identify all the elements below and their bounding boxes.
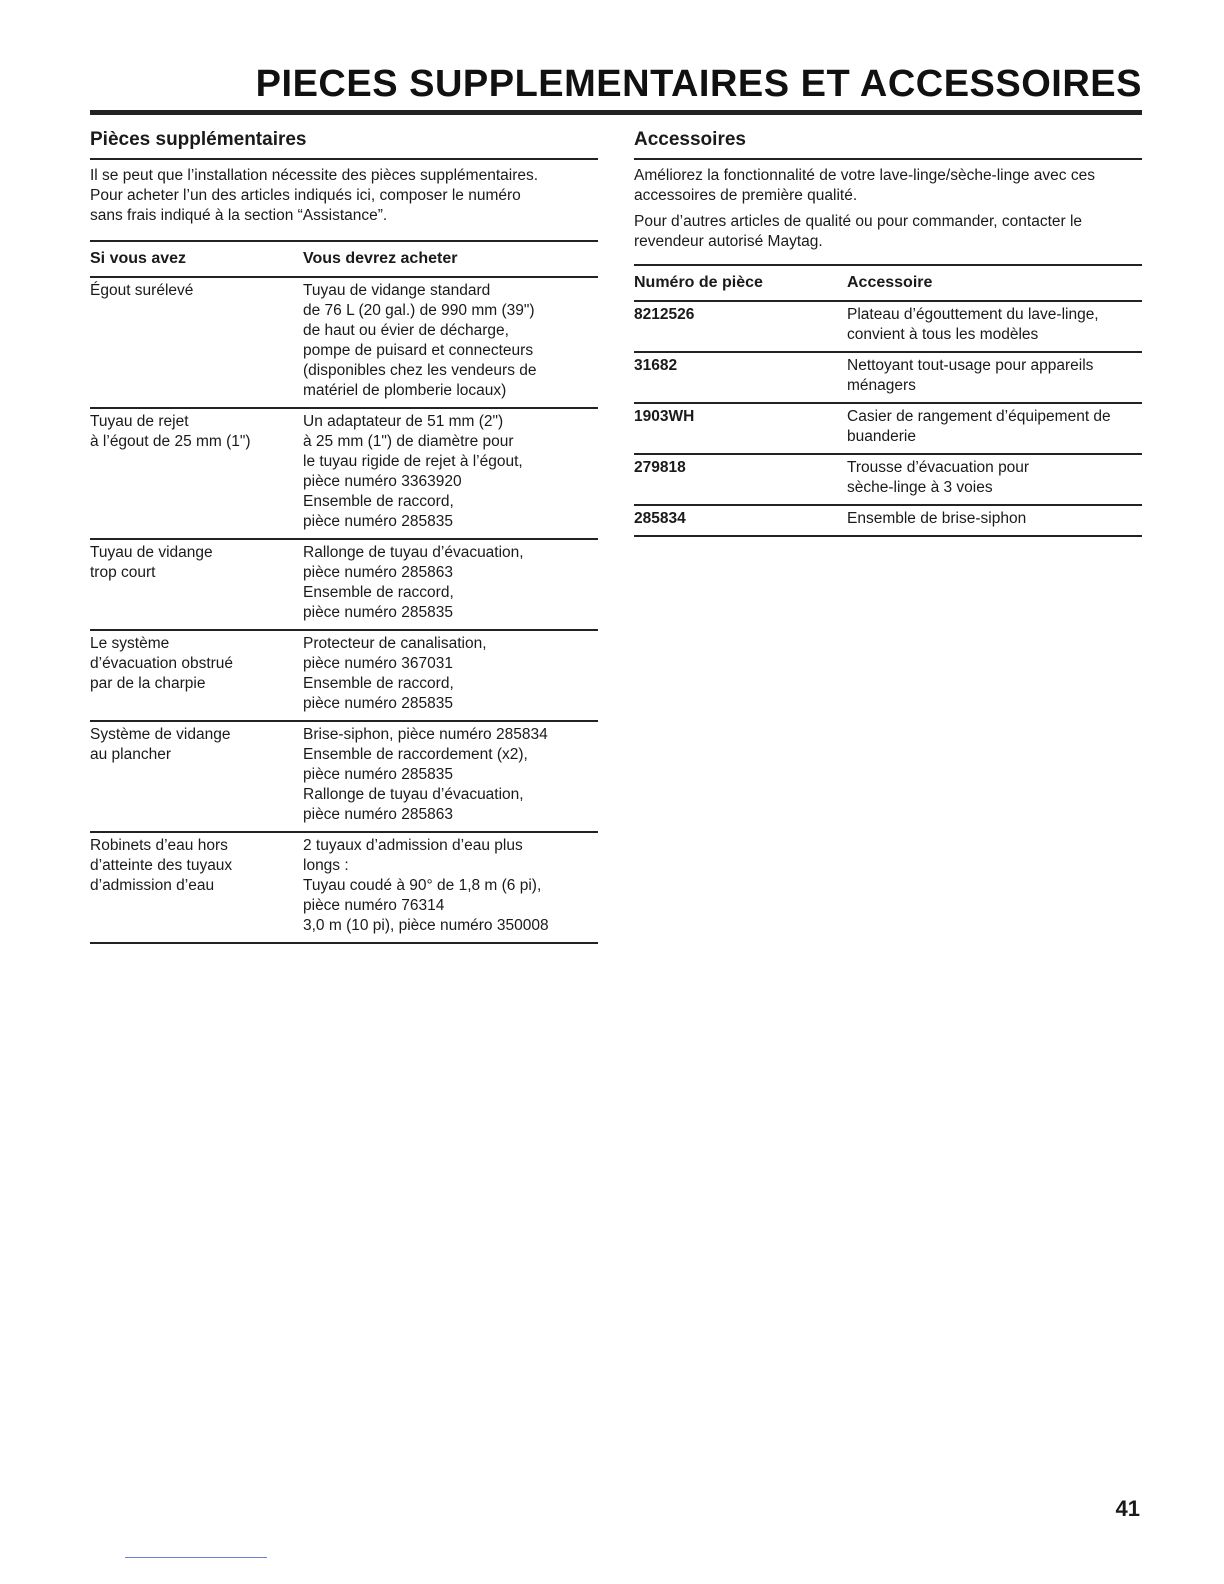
situation-cell — [90, 408, 303, 539]
situation-line: Système de vidange — [90, 726, 231, 743]
situation-cell — [90, 721, 303, 832]
situation-line: Tuyau de vidange — [90, 544, 213, 561]
required-part-line: Ensemble de raccordement (x2), — [303, 746, 528, 763]
situation-cell — [90, 277, 303, 408]
required-part-line: le tuyau rigide de rejet à l’égout, — [303, 453, 523, 470]
accessory-description-line: Trousse d’évacuation pour — [847, 459, 1030, 476]
intro-line: Il se peut que l’installation nécessite des pièces supplémentaires. — [90, 167, 539, 184]
required-part-line: pièce numéro 285835 — [303, 766, 453, 783]
footer-rule — [125, 1557, 267, 1558]
accessory-description-line: sèche-linge à 3 voies — [847, 479, 993, 496]
required-part-line: Tuyau de vidange standard — [303, 282, 491, 299]
situation-line: par de la charpie — [90, 675, 206, 692]
required-parts-cell — [303, 408, 598, 539]
column-header-if-you-have: Si vous avez — [90, 241, 303, 277]
intro-line: Pour d’autres articles de qualité ou pour commander, contacter le — [634, 213, 1083, 230]
intro-line: revendeur autorisé Maytag. — [634, 233, 823, 250]
accessory-description-cell — [847, 403, 1142, 454]
required-part-line: de haut ou évier de décharge, — [303, 322, 509, 339]
required-part-line: matériel de plomberie locaux) — [303, 382, 507, 399]
intro-line: sans frais indiqué à la section “Assistance”. — [90, 207, 388, 224]
required-part-line: Un adaptateur de 51 mm (2") — [303, 413, 504, 430]
table-row — [634, 403, 1142, 454]
required-part-line: pièce numéro 76314 — [303, 897, 445, 914]
required-part-line: pièce numéro 285835 — [303, 695, 453, 712]
accessory-description-cell — [847, 505, 1142, 536]
additional-parts-table — [90, 240, 598, 944]
accessory-description-cell — [847, 301, 1142, 352]
additional-parts-heading: Pièces supplémentaires — [90, 128, 598, 160]
page-title: PIECES SUPPLEMENTAIRES ET ACCESSOIRES — [255, 63, 1142, 105]
column-header-part-number: Numéro de pièce — [634, 265, 847, 301]
situation-cell — [90, 832, 303, 943]
accessories-section — [634, 128, 1142, 537]
table-row — [634, 505, 1142, 536]
part-number-cell: 285834 — [634, 505, 847, 536]
situation-cell — [90, 630, 303, 721]
accessory-description-line: Casier de rangement d’équipement de — [847, 408, 1111, 425]
intro-line: Pour acheter l’un des articles indiqués ici, composer le numéro — [90, 187, 521, 204]
accessory-description-line: ménagers — [847, 377, 916, 394]
required-part-line: 3,0 m (10 pi), pièce numéro 350008 — [303, 917, 549, 934]
required-parts-cell — [303, 539, 598, 630]
situation-line: Tuyau de rejet — [90, 413, 189, 430]
required-parts-cell — [303, 832, 598, 943]
required-part-line: pièce numéro 285863 — [303, 806, 453, 823]
required-part-line: pompe de puisard et connecteurs — [303, 342, 534, 359]
table-header-row — [634, 265, 1142, 301]
table-row — [90, 277, 598, 408]
required-parts-cell — [303, 630, 598, 721]
accessories-table — [634, 264, 1142, 537]
required-part-line: de 76 L (20 gal.) de 990 mm (39") — [303, 302, 535, 319]
accessories-order-info — [634, 212, 1142, 252]
table-row — [90, 721, 598, 832]
required-part-line: pièce numéro 285835 — [303, 604, 453, 621]
column-header-accessory: Accessoire — [847, 265, 1142, 301]
required-parts-cell — [303, 721, 598, 832]
accessory-description-cell — [847, 352, 1142, 403]
situation-line: d’admission d’eau — [90, 877, 215, 894]
situation-line: trop court — [90, 564, 156, 581]
required-part-line: à 25 mm (1") de diamètre pour — [303, 433, 514, 450]
required-part-line: Rallonge de tuyau d’évacuation, — [303, 786, 524, 803]
required-part-line: pièce numéro 367031 — [303, 655, 453, 672]
table-row — [90, 630, 598, 721]
table-row — [90, 832, 598, 943]
situation-line: d’atteinte des tuyaux — [90, 857, 233, 874]
accessory-description-line: Nettoyant tout-usage pour appareils — [847, 357, 1094, 374]
required-part-line: Ensemble de raccord, — [303, 675, 454, 692]
table-row — [90, 539, 598, 630]
situation-line: à l’égout de 25 mm (1") — [90, 433, 251, 450]
required-part-line: pièce numéro 3363920 — [303, 473, 462, 490]
part-number-cell: 31682 — [634, 352, 847, 403]
situation-line: d’évacuation obstrué — [90, 655, 234, 672]
accessories-heading: Accessoires — [634, 128, 1142, 160]
required-part-line: pièce numéro 285835 — [303, 513, 453, 530]
required-part-line: Rallonge de tuyau d’évacuation, — [303, 544, 524, 561]
required-part-line: Ensemble de raccord, — [303, 493, 454, 510]
table-row — [634, 301, 1142, 352]
required-part-line: pièce numéro 285863 — [303, 564, 453, 581]
accessory-description-line: Plateau d’égouttement du lave-linge, — [847, 306, 1099, 323]
title-rule — [90, 110, 1142, 115]
situation-cell — [90, 539, 303, 630]
page-number: 41 — [1115, 1496, 1140, 1521]
additional-parts-intro — [90, 166, 598, 226]
situation-line: Le système — [90, 635, 170, 652]
situation-line: Égout surélevé — [90, 282, 194, 299]
required-part-line: Tuyau coudé à 90° de 1,8 m (6 pi), — [303, 877, 542, 894]
required-part-line: (disponibles chez les vendeurs de — [303, 362, 537, 379]
situation-line: au plancher — [90, 746, 172, 763]
part-number-cell: 1903WH — [634, 403, 847, 454]
required-part-line: Brise-siphon, pièce numéro 285834 — [303, 726, 548, 743]
additional-parts-section — [90, 128, 598, 944]
intro-line: accessoires de première qualité. — [634, 187, 858, 204]
table-row — [634, 454, 1142, 505]
intro-line: Améliorez la fonctionnalité de votre lave-linge/sèche-linge avec ces — [634, 167, 1095, 184]
accessory-description-line: buanderie — [847, 428, 916, 445]
accessories-intro — [634, 166, 1142, 206]
situation-line: Robinets d’eau hors — [90, 837, 228, 854]
required-part-line: longs : — [303, 857, 349, 874]
required-part-line: 2 tuyaux d’admission d’eau plus — [303, 837, 523, 854]
accessory-description-line: convient à tous les modèles — [847, 326, 1039, 343]
table-row — [90, 408, 598, 539]
required-part-line: Ensemble de raccord, — [303, 584, 454, 601]
column-header-you-need-to-buy: Vous devrez acheter — [303, 241, 598, 277]
required-parts-cell — [303, 277, 598, 408]
part-number-cell: 279818 — [634, 454, 847, 505]
table-row — [634, 352, 1142, 403]
accessory-description-line: Ensemble de brise-siphon — [847, 510, 1027, 527]
required-part-line: Protecteur de canalisation, — [303, 635, 487, 652]
table-header-row — [90, 241, 598, 277]
part-number-cell: 8212526 — [634, 301, 847, 352]
accessory-description-cell — [847, 454, 1142, 505]
